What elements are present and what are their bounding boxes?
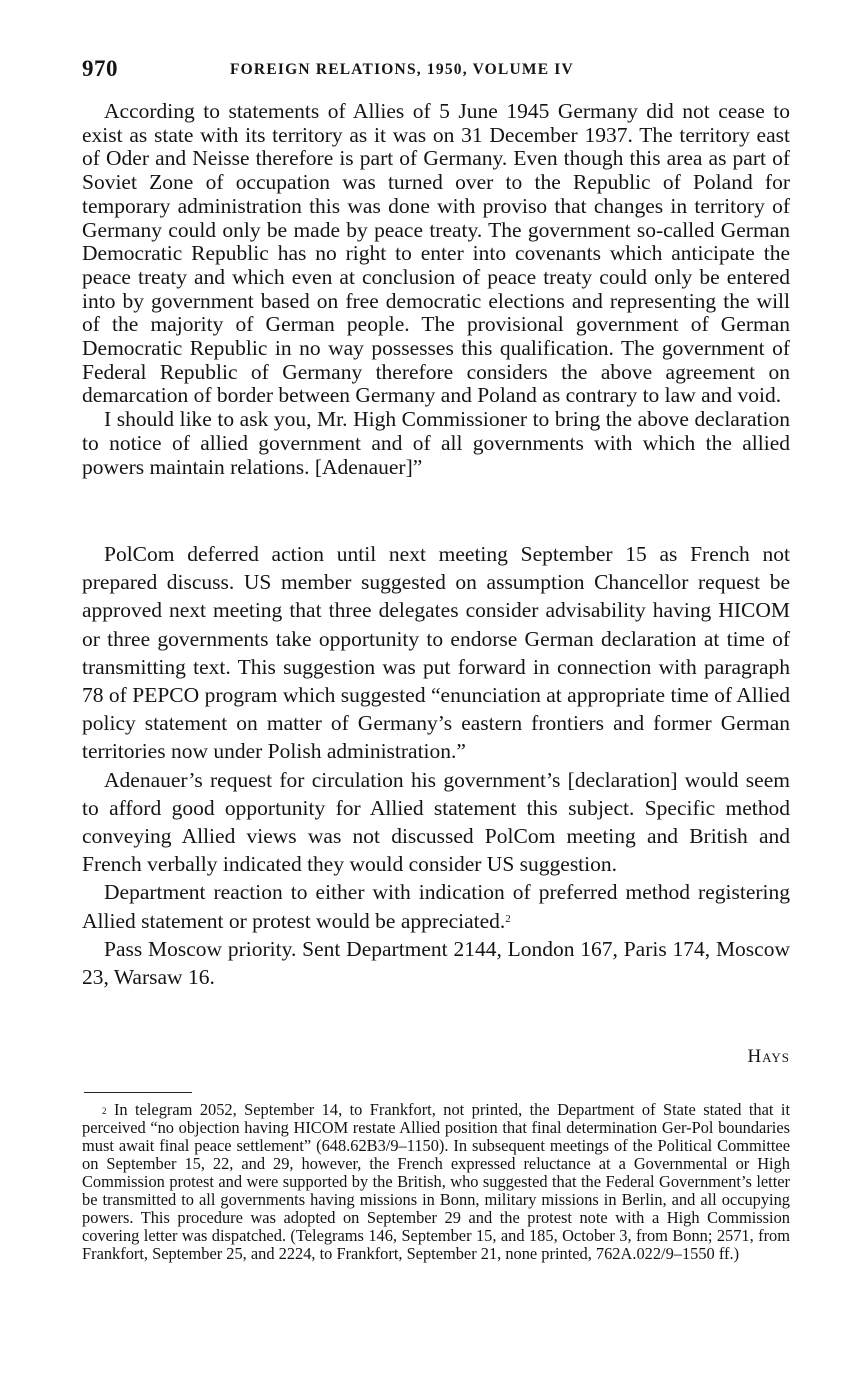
quoted-paragraph: I should like to ask you, Mr. High Commissioner to bring the above declaration to notice of allied government and of all governments with which the allied powers maintain relations. [Adenauer]”	[82, 407, 790, 479]
body-paragraph	[82, 878, 790, 934]
running-head: FOREIGN RELATIONS, 1950, VOLUME IV	[230, 61, 574, 78]
footnote-reference: 2	[505, 912, 511, 925]
body-paragraph-text: Department reaction to either with indication of preferred method registering Allied statement or protest would be appreciated.	[82, 880, 790, 933]
page-header	[82, 56, 790, 84]
footnote	[82, 1101, 790, 1263]
footnote-text: In telegram 2052, September 14, to Frankfort, not printed, the Department of State stated that it perceived “no objection having HICOM restate Allied position that final determination Ger-Pol boundaries must await final peace settlement” (648.62B3/9–1150). In subsequent meetings of the Political Committee on September 15, 22, and 29, however, the French expressed reluctance at a Governmental or High Commission protest and were supported by the British, who suggested that the Federal Government’s letter be transmitted to all governments having missions in Bonn, military missions in Berlin, and all occupying powers. This procedure was adopted on September 29 and the protest note with a High Commission covering letter was dispatched. (Telegrams 146, September 15, and 185, October 3, from Bonn; 2571, from Frankfort, September 25, and 2224, to Frankfort, September 21, none printed, 762A.022/9–1550 ff.)	[82, 1100, 790, 1263]
telegram-body	[82, 540, 790, 991]
quoted-paragraph: According to statements of Allies of 5 June 1945 Germany did not cease to exist as state with its territory as it was on 31 December 1937. The territory east of Oder and Neisse therefore is part of Germany. Even though this area as part of Soviet Zone of occupation was turned over to the Republic of Poland for temporary administration this was done with proviso that changes in territory of Germany could only be made by peace treaty. The government so-called German Democratic Republic has no right to enter into covenants which anticipate the peace treaty and which even at conclusion of peace treaty could only be entered into by government based on free democratic elections and representing the will of the majority of German people. The provisional government of German Democratic Republic in no way possesses this qualification. The government of Federal Republic of Germany therefore considers the above agreement on demarcation of border between Germany and Poland as contrary to law and void.	[82, 99, 790, 408]
body-paragraph: PolCom deferred action until next meeting September 15 as French not prepared discuss. US member suggested on assumption Chancellor request be approved next meeting that three delegates consider advisability having HICOM or three governments take opportunity to endorse German declaration at time of transmitting text. This suggestion was put forward in connection with paragraph 78 of PEPCO program which suggested “enunciation at appropriate time of Allied policy statement on matter of Germany’s eastern frontiers and former German territories now under Polish administration.”	[82, 542, 790, 764]
body-paragraph: Pass Moscow priority. Sent Department 2144, London 167, Paris 174, Moscow 23, Warsaw 16.	[82, 936, 790, 990]
footnote-marker: 2	[102, 1106, 107, 1116]
footnote-rule	[84, 1092, 192, 1093]
body-paragraph: Adenauer’s request for circulation his government’s [declaration] would seem to afford good opportunity for Allied statement this subject. Specific method conveying Allied views was not discussed PolCom meeting and British and French verbally indicated they would consider US suggestion.	[82, 767, 790, 877]
signature: Hays	[747, 1046, 790, 1067]
quoted-declaration	[82, 100, 790, 479]
page-number: 970	[82, 56, 118, 81]
